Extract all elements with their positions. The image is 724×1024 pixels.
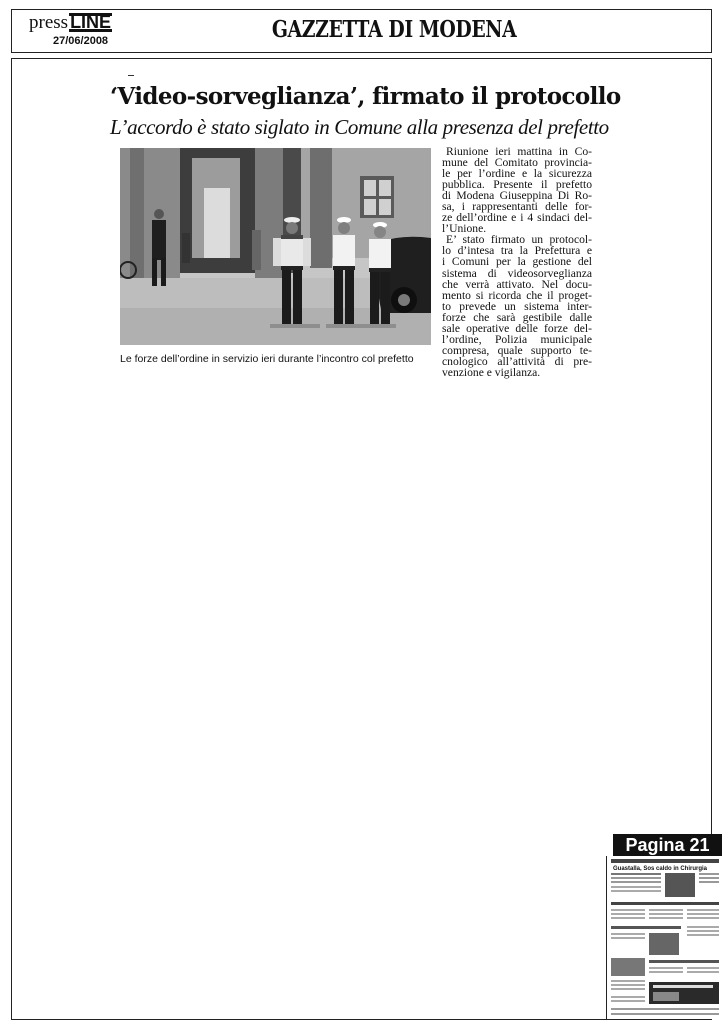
article-line: l’Unione.	[442, 222, 487, 236]
article-line: E’ stato firmato un protocol-	[446, 233, 592, 247]
logo-line-text: LINE	[70, 12, 112, 32]
article-line: cnologico all’attività di pre-	[442, 354, 592, 368]
article-line: i Comuni per la gestione del	[442, 255, 592, 269]
article-line: Riunione ieri mattina in Co-	[446, 145, 592, 158]
article-line: l’ordine, Polizia municipale	[442, 332, 592, 346]
photo-caption: Le forze dell’ordine in servizio ieri durante l’incontro col prefetto	[120, 353, 414, 365]
article-line: mento si ricorda che il proget-	[442, 288, 592, 302]
article-line: che verrà attivato. Nel docu-	[442, 277, 592, 291]
article-line: sa, i rappresentanti delle for-	[442, 200, 592, 214]
page-thumbnail[interactable]	[606, 856, 723, 1019]
article-paragraph-1	[442, 146, 592, 234]
article-line: compresa, quale supporto te-	[442, 343, 592, 357]
photo-police-officers-image	[120, 148, 431, 345]
thumbnail-headline: Guastalla, Sos caldo in Chirurgia	[613, 866, 708, 872]
article-line: mune del Comitato provincia-	[442, 156, 592, 170]
article-headline: ‘Video-sorveglianza’, firmato il protocollo	[110, 83, 621, 110]
newspaper-page-thumbnail-image	[607, 856, 723, 1019]
page-number-badge: Pagina 21	[613, 834, 722, 856]
article-line: di Modena Giuseppina Di Ro-	[442, 189, 592, 203]
newspaper-masthead: GAZZETTA DI MODENA	[271, 16, 517, 43]
article-photo	[120, 148, 431, 345]
article-line: to prevede un sistema inter-	[442, 299, 592, 313]
article-line: lo d’intesa tra la Prefettura e	[442, 244, 592, 258]
article-line: forze che sarà gestibile dalle	[442, 310, 592, 324]
article-paragraph-2	[442, 234, 592, 378]
press-header	[11, 9, 712, 53]
article-line: venzione e vigilanza.	[442, 365, 541, 379]
article-line: sale operative delle forze del-	[442, 321, 592, 335]
article-subheadline: L’accordo è stato siglato in Comune alla presenza del prefetto	[110, 115, 609, 139]
publication-date: 27/06/2008	[53, 35, 109, 47]
divider-mark	[128, 75, 134, 76]
article-line: ze dell’ordine e i 4 sindaci del-	[442, 211, 592, 225]
logo-press-text: press	[29, 12, 69, 33]
article-line: sistema di videosorveglianza	[442, 266, 592, 280]
article-line: le per l’ordine e la sicurezza	[442, 167, 592, 181]
article-line: pubblica. Presente il prefetto	[442, 178, 592, 192]
article-body	[442, 146, 592, 378]
